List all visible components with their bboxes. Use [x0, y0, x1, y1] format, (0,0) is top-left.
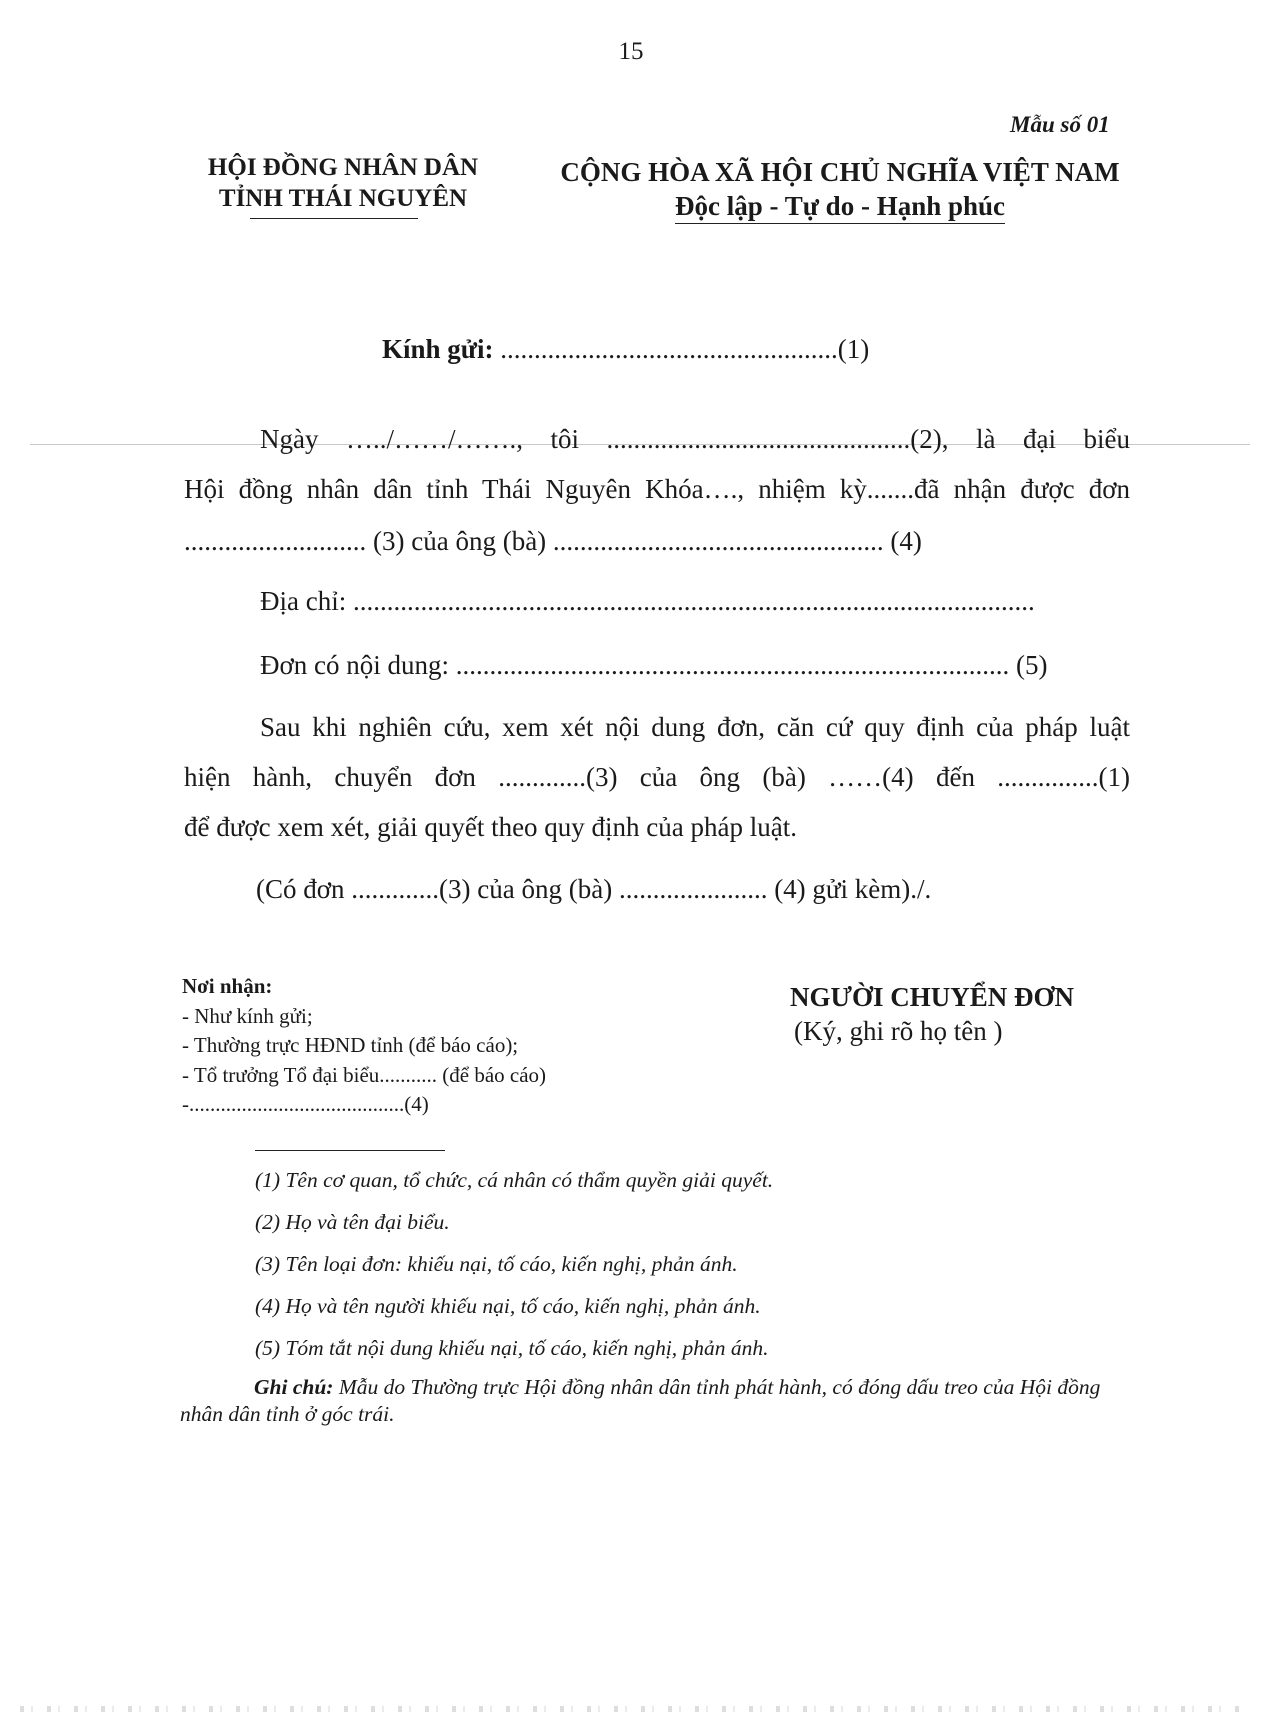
org-line-2: TỈNH THÁI NGUYÊN	[218, 185, 468, 212]
address-line: Địa chỉ: .....................................................................................................	[260, 586, 1035, 616]
attachment-line: (Có đơn .............(3) của ông (bà) ...................... (4) gửi kèm)./.	[256, 874, 932, 904]
note-text: Mẫu do Thường trực Hội đồng nhân dân tỉnh phát hành, có đóng dấu treo của Hội đồng nhân dân tỉnh ở góc trái.	[180, 1375, 1101, 1426]
recipient-item: - Tổ trưởng Tổ đại biểu........... (để báo cáo)	[182, 1062, 547, 1087]
salutation-label: Kính gửi:	[382, 334, 494, 364]
national-motto: Độc lập - Tự do - Hạnh phúc	[675, 191, 1005, 224]
scan-edge-noise	[20, 1706, 1240, 1712]
note-label: Ghi chú:	[254, 1375, 334, 1399]
signer-note: (Ký, ghi rõ họ tên )	[794, 1016, 1003, 1046]
body-line-3: ........................... (3) của ông (bà) ................................................. (4)	[184, 526, 922, 556]
salutation	[382, 332, 869, 366]
paragraph-2-line-2: hiện hành, chuyển đơn .............(3) của ông (bà) ……(4) đến ...............(1)	[184, 762, 1130, 792]
national-header	[540, 155, 1140, 223]
paragraph-2-line-1: Sau khi nghiên cứu, xem xét nội dung đơn, căn cứ quy định của pháp luật	[260, 712, 1130, 742]
footnote-5: (5) Tóm tắt nội dung khiếu nại, tố cáo, kiến nghị, phản ánh.	[255, 1336, 769, 1360]
content-line: Đơn có nội dung: .................................................................................. (5)	[260, 650, 1048, 680]
note-block	[180, 1374, 1130, 1428]
footnote-4: (4) Họ và tên người khiếu nại, tố cáo, kiến nghị, phản ánh.	[255, 1294, 761, 1318]
recipient-item: - Thường trực HĐND tỉnh (để báo cáo);	[182, 1033, 519, 1057]
recipients-block	[182, 972, 546, 1120]
signer-block	[790, 980, 1074, 1048]
org-line-1: HỘI ĐỒNG NHÂN DÂN	[207, 154, 479, 181]
page-number: 15	[618, 38, 644, 65]
body-line-1: Ngày …../……/……., tôi .............................................(2), là đại biểu	[260, 424, 1130, 454]
signer-title: NGƯỜI CHUYỂN ĐƠN	[790, 982, 1075, 1012]
footnote-2: (2) Họ và tên đại biểu.	[255, 1210, 450, 1234]
recipient-item: -.........................................(4)	[182, 1092, 429, 1116]
org-underline	[250, 218, 418, 219]
issuing-organization	[178, 152, 508, 214]
nation-name: CỘNG HÒA XÃ HỘI CHỦ NGHĨA VIỆT NAM	[560, 157, 1120, 187]
salutation-recipient: ..................................................(1)	[493, 334, 870, 364]
recipients-title: Nơi nhận:	[182, 974, 273, 998]
footnote-1: (1) Tên cơ quan, tổ chức, cá nhân có thẩm quyền giải quyết.	[255, 1168, 774, 1192]
paragraph-2-line-3: để được xem xét, giải quyết theo quy định của pháp luật.	[184, 812, 797, 842]
body-line-2: Hội đồng nhân dân tỉnh Thái Nguyên Khóa…., nhiệm kỳ.......đã nhận được đơn	[184, 474, 1130, 504]
footnote-3: (3) Tên loại đơn: khiếu nại, tố cáo, kiến nghị, phản ánh.	[255, 1252, 738, 1276]
recipient-item: - Như kính gửi;	[182, 1003, 313, 1028]
footnote-separator	[255, 1150, 445, 1151]
form-number: Mẫu số 01	[1010, 112, 1110, 137]
